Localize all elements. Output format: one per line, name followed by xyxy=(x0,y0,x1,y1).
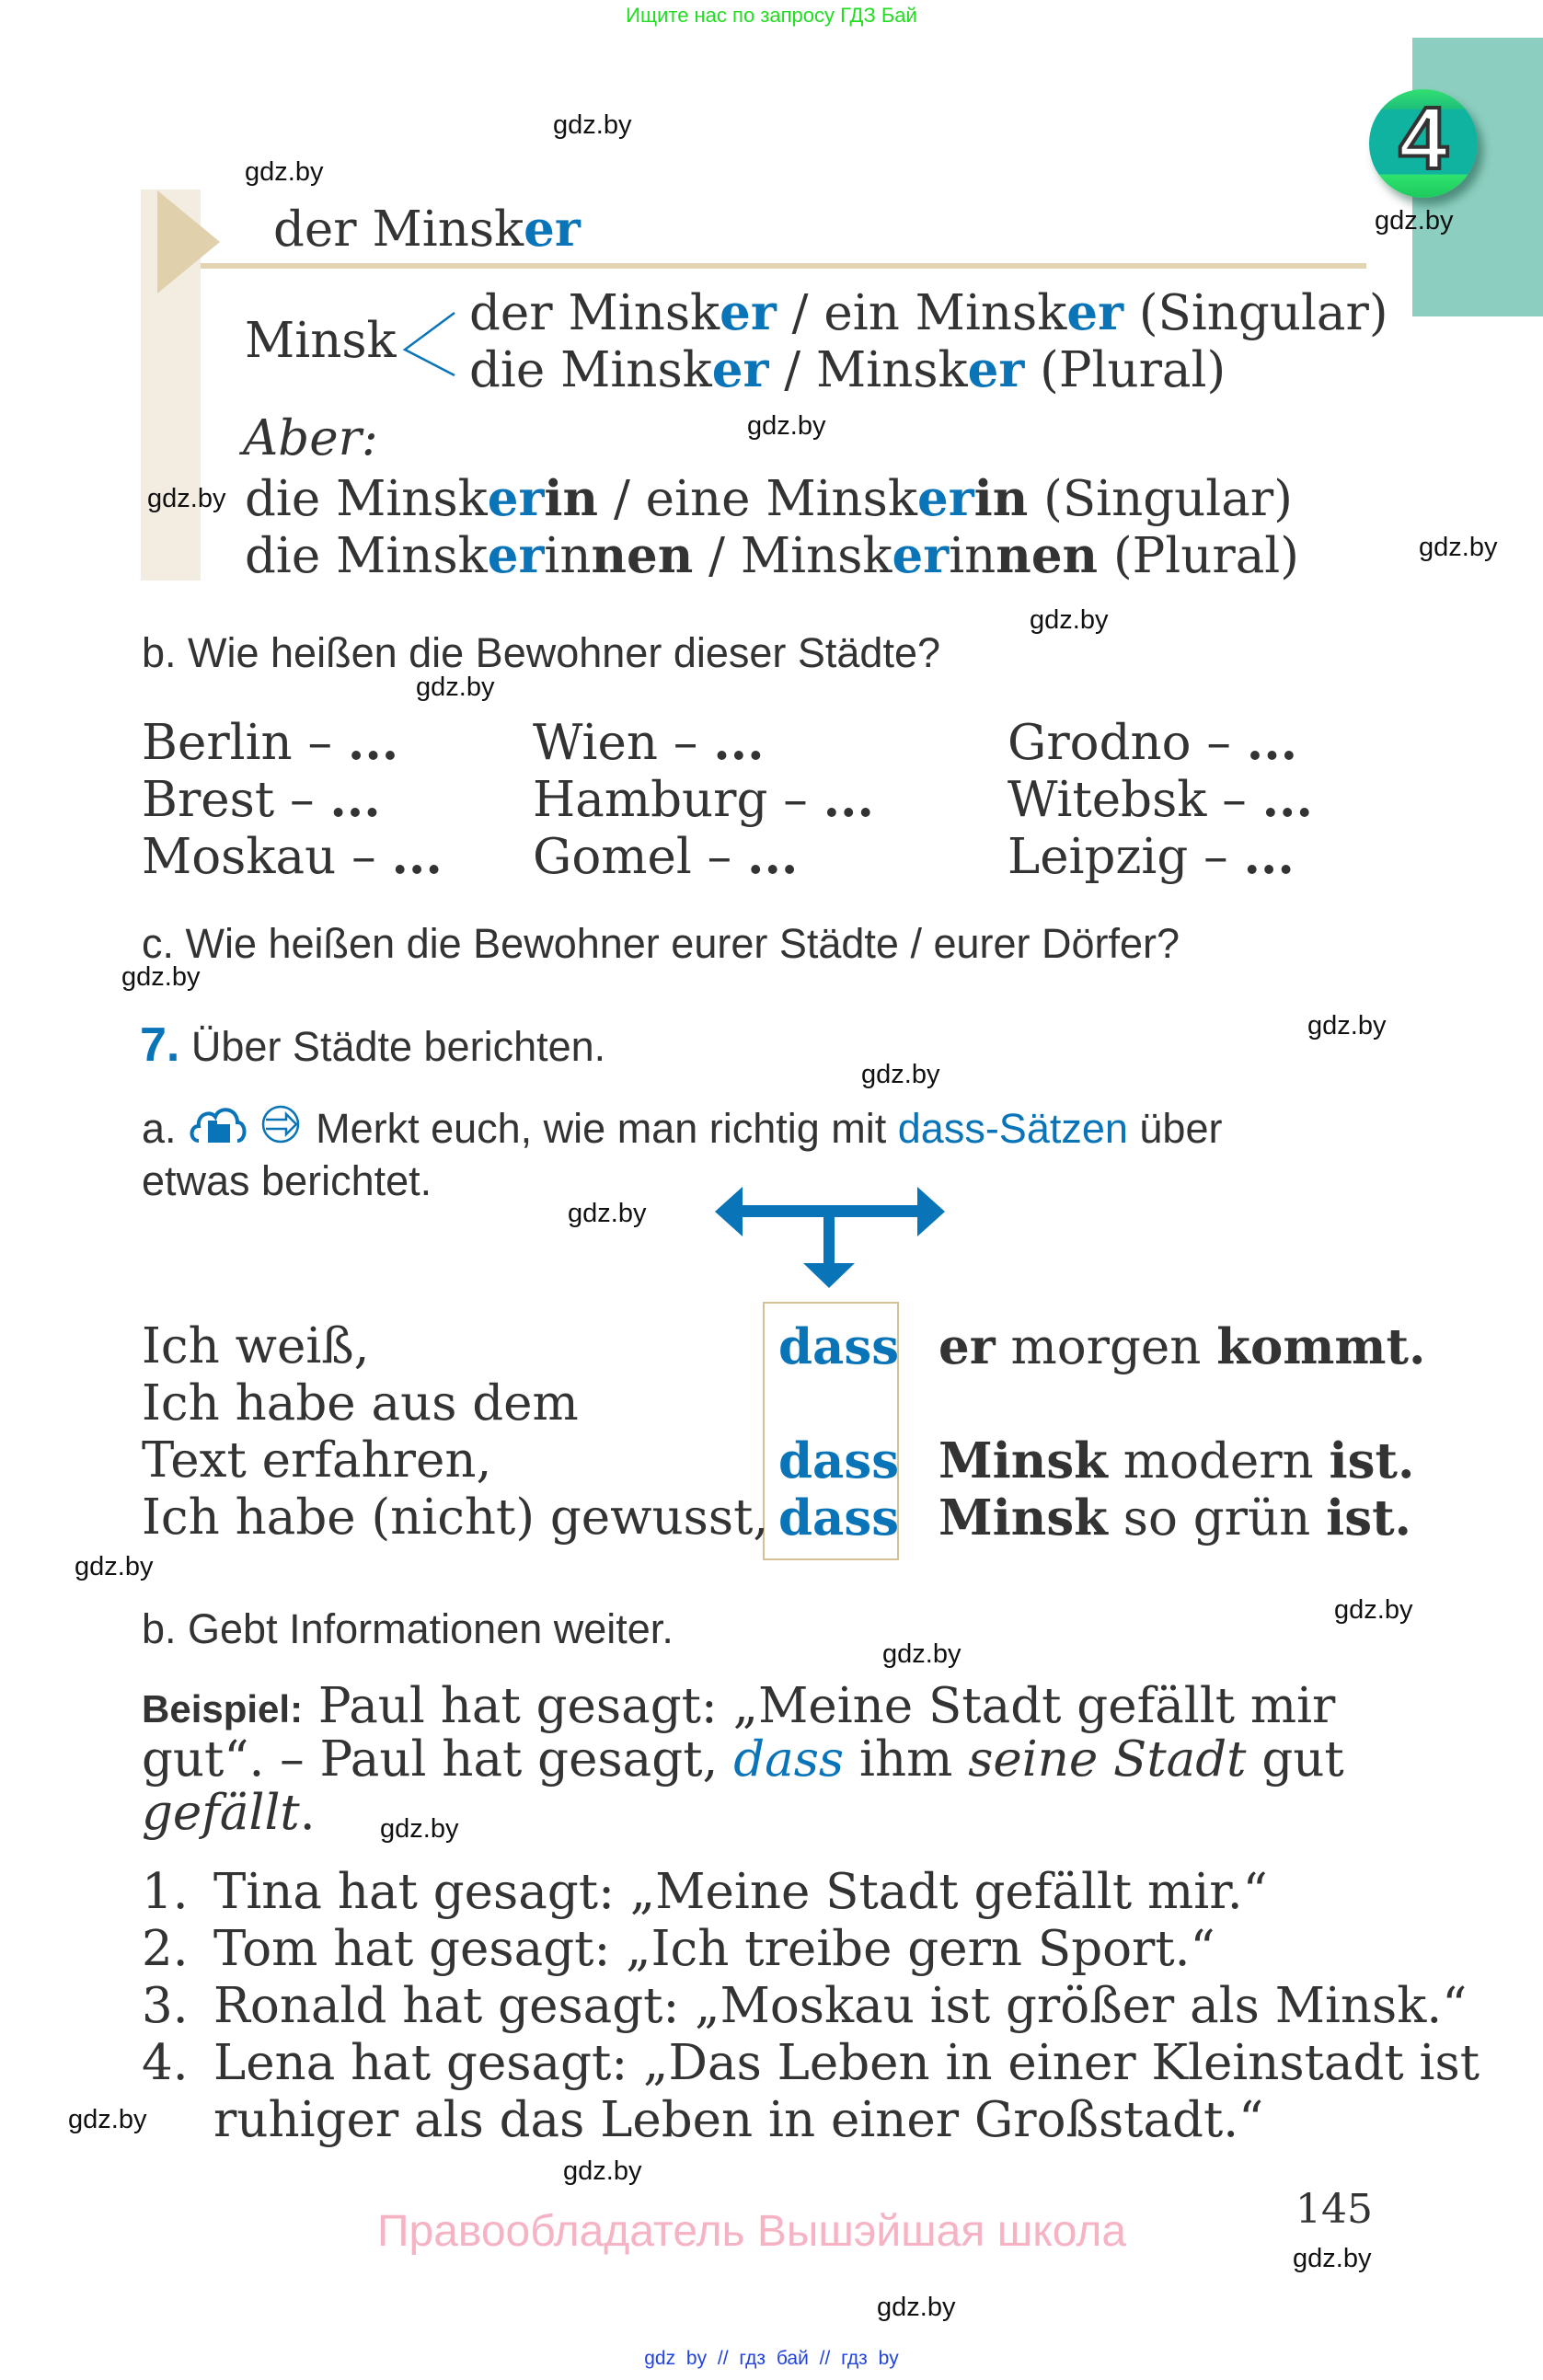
sub-clause: Minsk modern ist. xyxy=(938,1432,1415,1489)
main-clause: Text erfahren, xyxy=(142,1432,492,1489)
aber-label: Aber: xyxy=(243,410,378,466)
search-hint-banner: Ищите нас по запросу ГДЗ Бай xyxy=(626,4,917,27)
list-item: 2. Tom hat gesagt: „Ich treibe gern Sport.“ xyxy=(142,1921,1215,1977)
rule-divider xyxy=(201,263,1366,269)
task-7a-heading: a. Merkt euch, wie man richtig mit dass-Sätzen über xyxy=(142,1105,1223,1152)
watermark: gdz.by xyxy=(416,673,495,702)
watermark: gdz.by xyxy=(121,962,201,992)
conjunction: dass xyxy=(778,1489,900,1546)
watermark: gdz.by xyxy=(877,2293,956,2322)
watermark: gdz.by xyxy=(1419,533,1498,562)
city-item: Berlin – ... xyxy=(142,714,399,771)
conjunction: dass xyxy=(778,1432,900,1489)
rule-line-fem-plural: die Minskerinnen / Minskerinnen (Plural) xyxy=(245,527,1299,584)
watermark: gdz.by xyxy=(380,1814,459,1844)
watermark: gdz.by xyxy=(75,1552,154,1581)
watermark: gdz.by xyxy=(861,1060,940,1089)
example-line-1: Beispiel: Paul hat gesagt: „Meine Stadt gefällt mir xyxy=(142,1678,1336,1734)
branch-bracket-icon xyxy=(401,309,458,379)
copyright-notice: Правообладатель Вышэйшая школа xyxy=(377,2207,1127,2256)
footer-links[interactable]: gdz by // гдз бай // гдз by xyxy=(644,2348,899,2369)
city-item: Grodno – ... xyxy=(1008,714,1298,771)
task-b-heading: b. Wie heißen die Bewohner dieser Städte? xyxy=(142,629,941,676)
rule-root-word: Minsk xyxy=(245,313,397,369)
watermark: gdz.by xyxy=(1030,605,1109,635)
circle-arrow-icon xyxy=(260,1104,305,1146)
page-number: 145 xyxy=(1295,2186,1373,2233)
triangle-marker-icon xyxy=(157,190,220,293)
task-c-heading: c. Wie heißen die Bewohner eurer Städte / eurer Dörfer? xyxy=(142,920,1180,967)
t-arrow-icon xyxy=(708,1182,951,1293)
city-item: Witebsk – ... xyxy=(1008,771,1313,828)
list-item: 4. Lena hat gesagt: „Das Leben in einer Kleinstadt ist xyxy=(142,2035,1480,2091)
city-item: Hamburg – ... xyxy=(533,771,874,828)
watermark: gdz.by xyxy=(1307,1011,1387,1041)
city-item: Brest – ... xyxy=(142,771,381,828)
watermark: gdz.by xyxy=(68,2105,147,2134)
rule-heading: der Minsker xyxy=(273,201,581,258)
sub-clause: er morgen kommt. xyxy=(938,1318,1426,1375)
watermark: gdz.by xyxy=(245,157,324,187)
watermark: gdz.by xyxy=(882,1639,961,1669)
main-clause: Ich weiß, xyxy=(142,1318,370,1374)
rule-line-singular: der Minsker / ein Minsker (Singular) xyxy=(469,284,1388,341)
watermark: gdz.by xyxy=(1293,2244,1372,2273)
example-line-2: gut“. – Paul hat gesagt, dass ihm seine Stadt gut xyxy=(142,1731,1344,1788)
city-item: Moskau – ... xyxy=(142,828,443,885)
conjunction: dass xyxy=(778,1318,900,1375)
watermark: gdz.by xyxy=(147,484,226,513)
task-7a-heading-line2: etwas berichtet. xyxy=(142,1157,432,1204)
watermark: gdz.by xyxy=(563,2156,642,2186)
example-line-3: gefällt. xyxy=(142,1785,316,1841)
main-clause: Ich habe aus dem xyxy=(142,1375,579,1431)
watermark: gdz.by xyxy=(1375,206,1454,236)
watermark: gdz.by xyxy=(1334,1595,1413,1625)
city-item: Gomel – ... xyxy=(533,828,799,885)
list-item-continuation: ruhiger als das Leben in einer Großstadt.“ xyxy=(213,2092,1264,2148)
exercise-7-heading: 7. Über Städte berichten. xyxy=(140,1018,606,1072)
watermark: gdz.by xyxy=(747,411,826,441)
list-item: 1. Tina hat gesagt: „Meine Stadt gefällt mir.“ xyxy=(142,1864,1268,1920)
sub-clause: Minsk so grün ist. xyxy=(938,1489,1411,1546)
watermark: gdz.by xyxy=(568,1199,647,1228)
watermark: gdz.by xyxy=(553,110,632,140)
cloud-folder-icon xyxy=(188,1104,248,1146)
list-item: 3. Ronald hat gesagt: „Moskau ist größer als Minsk.“ xyxy=(142,1978,1468,2034)
task-7b-heading: b. Gebt Informationen weiter. xyxy=(142,1605,674,1652)
chapter-number: 4 xyxy=(1399,89,1448,188)
main-clause: Ich habe (nicht) gewusst, xyxy=(142,1489,769,1546)
rule-line-fem-singular: die Minskerin / eine Minskerin (Singular) xyxy=(245,470,1293,527)
city-item: Leipzig – ... xyxy=(1008,828,1295,885)
city-item: Wien – ... xyxy=(533,714,765,771)
rule-line-plural: die Minsker / Minsker (Plural) xyxy=(469,341,1226,398)
